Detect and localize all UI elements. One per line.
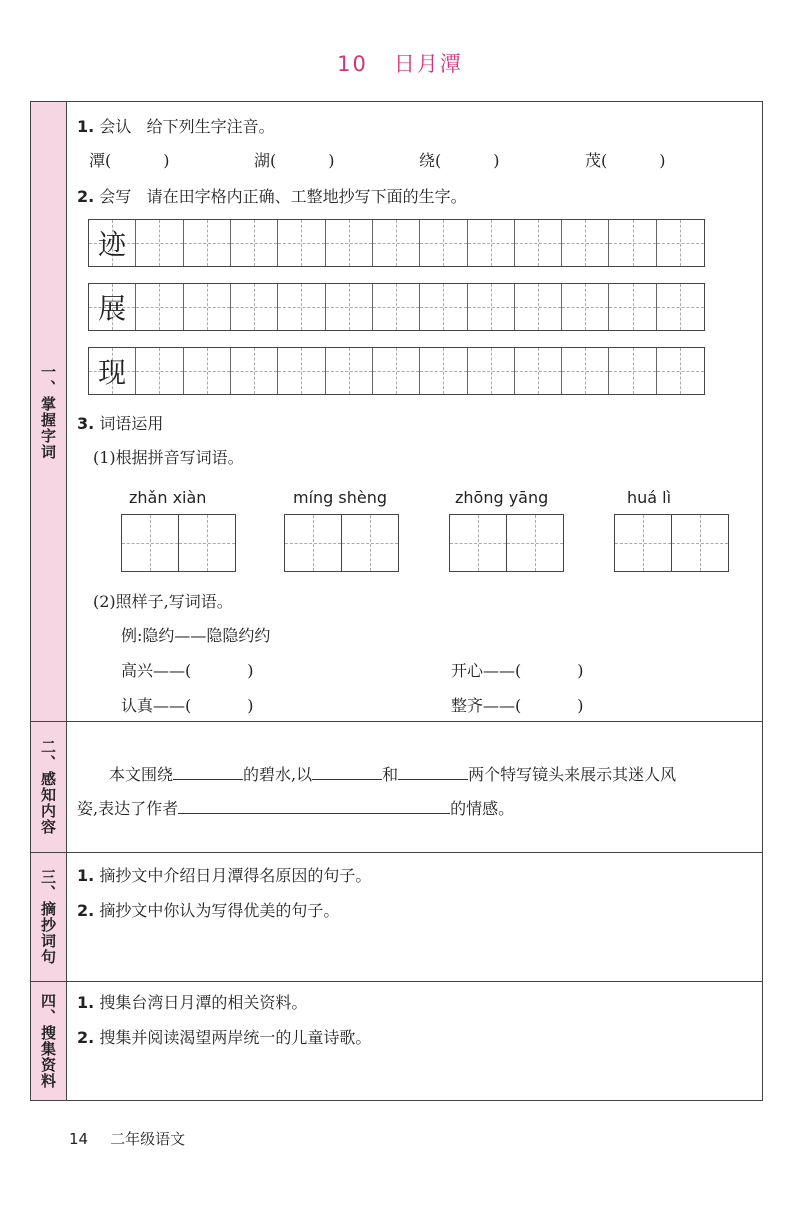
fill-paragraph-line-1: 本文围绕 的碧水,以 和 两个特写镜头来展示其迷人风	[109, 765, 677, 784]
collect-item: 1. 搜集台湾日月潭的相关资料。	[77, 993, 308, 1012]
pattern-item[interactable]: 整齐——( )	[451, 696, 584, 715]
section-collect-materials	[31, 982, 762, 1100]
fill-blank[interactable]	[173, 764, 243, 780]
pattern-item[interactable]: 认真——( )	[121, 696, 254, 715]
page-title	[0, 48, 800, 78]
question-2: 2. 会写 请在田字格内正确、工整地抄写下面的生字。	[77, 187, 467, 206]
lesson-number: 10	[337, 52, 368, 76]
fill-blank[interactable]	[312, 764, 382, 780]
section-label: 二、感知内容	[31, 722, 67, 852]
fill-paragraph-line-2: 姿,表达了作者 的情感。	[77, 799, 515, 818]
pinyin-item[interactable]: 湖( )	[254, 151, 335, 170]
section-excerpt-sentences	[31, 853, 762, 982]
section-master-words	[31, 102, 762, 722]
book-name: 二年级语文	[110, 1130, 186, 1148]
pinyin-item[interactable]: 茂( )	[585, 151, 666, 170]
pinyin-word: zhōng yāng	[455, 488, 549, 507]
pinyin-word: zhǎn xiàn	[129, 488, 207, 507]
section-label: 一、掌握字词	[31, 102, 67, 721]
worksheet-frame	[30, 101, 763, 1101]
section-perceive-content	[31, 722, 762, 853]
sub-question-2: (2)照样子,写词语。	[93, 592, 233, 611]
pinyin-item[interactable]: 绕( )	[419, 151, 500, 170]
model-char: 现	[98, 356, 127, 389]
page-footer	[69, 1128, 185, 1149]
question-1: 1. 会认 给下列生字注音。	[77, 117, 275, 136]
model-char: 迹	[98, 228, 127, 261]
pattern-item[interactable]: 高兴——( )	[121, 661, 254, 680]
pinyin-word: huá lì	[627, 488, 672, 507]
pattern-item[interactable]: 开心——( )	[451, 661, 584, 680]
fill-blank[interactable]	[178, 798, 450, 814]
pinyin-word: míng shèng	[293, 488, 388, 507]
section-label: 三、摘抄词句	[31, 853, 67, 981]
collect-item: 2. 搜集并阅读渴望两岸统一的儿童诗歌。	[77, 1028, 372, 1047]
excerpt-item: 1. 摘抄文中介绍日月潭得名原因的句子。	[77, 866, 372, 885]
excerpt-item: 2. 摘抄文中你认为写得优美的句子。	[77, 901, 340, 920]
question-3: 3. 词语运用	[77, 414, 164, 433]
page-number: 14	[69, 1130, 89, 1148]
sub-question-1: (1)根据拼音写词语。	[93, 448, 244, 467]
fill-blank[interactable]	[398, 764, 468, 780]
section-label: 四、搜集资料	[31, 982, 67, 1100]
pinyin-item[interactable]: 潭( )	[89, 151, 170, 170]
lesson-title: 日月潭	[393, 52, 463, 76]
model-char: 展	[98, 292, 127, 325]
example: 例:隐约——隐隐约约	[121, 626, 271, 645]
